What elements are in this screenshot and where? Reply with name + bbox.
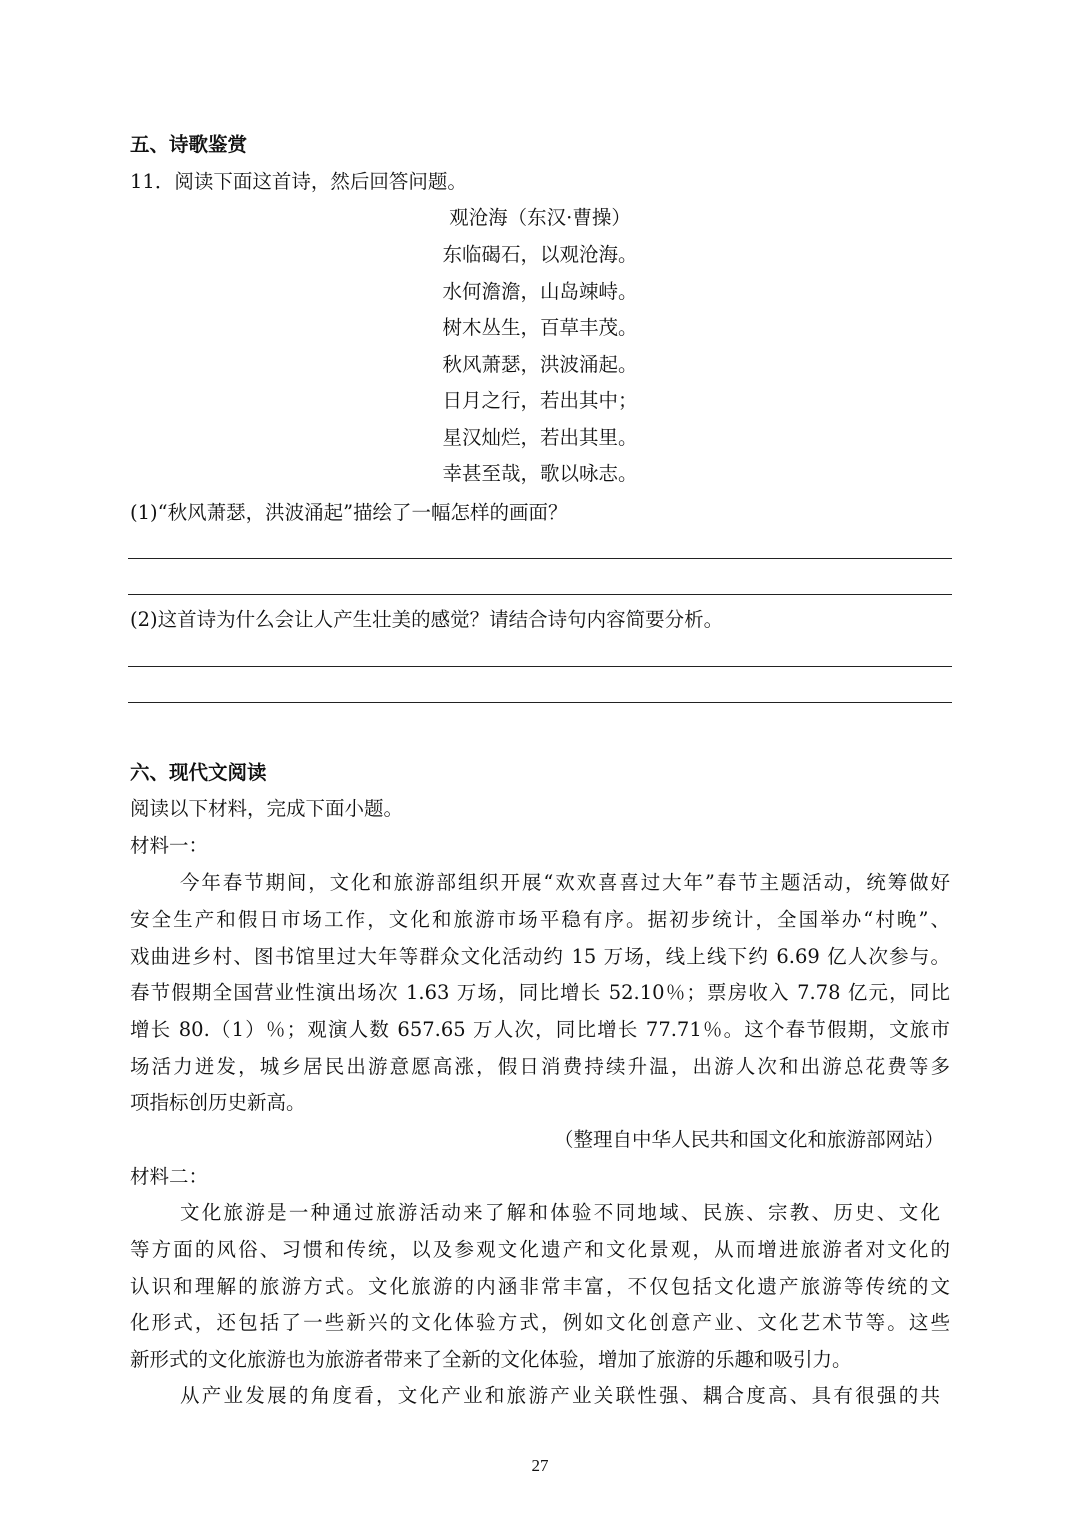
paragraph-line: 化形式，还包括了一些新兴的文化体验方式，例如文化创意产业、文化艺术节等。这些 bbox=[130, 1311, 950, 1334]
answer-line[interactable] bbox=[128, 558, 952, 559]
poem-line: 日月之行，若出其中； bbox=[442, 389, 638, 412]
poem-line: 水何澹澹，山岛竦峙。 bbox=[442, 280, 638, 303]
answer-line[interactable] bbox=[128, 702, 952, 703]
material-1-label: 材料一： bbox=[130, 834, 209, 857]
poem-line: 东临碣石，以观沧海。 bbox=[442, 243, 638, 266]
section-6-intro: 阅读以下材料，完成下面小题。 bbox=[130, 797, 404, 820]
poem-title: 观沧海（东汉·曹操） bbox=[449, 206, 631, 229]
sub-question-2: (2)这首诗为什么会让人产生壮美的感觉？请结合诗句内容简要分析。 bbox=[130, 608, 724, 631]
poem-line: 树木丛生，百草丰茂。 bbox=[442, 316, 638, 339]
material-1-source: （整理自中华人民共和国文化和旅游部网站） bbox=[553, 1128, 944, 1151]
poem-line: 秋风萧瑟，洪波涌起。 bbox=[442, 353, 638, 376]
paragraph-line: 增长 80.（1）％；观演人数 657.65 万人次，同比增长 77.71％。这个春节假期，文旅市 bbox=[130, 1018, 950, 1041]
answer-line[interactable] bbox=[128, 666, 952, 667]
poem-line: 星汉灿烂，若出其里。 bbox=[442, 426, 638, 449]
paragraph-line: 等方面的风俗、习惯和传统，以及参观文化遗产和文化景观，从而增进旅游者对文化的 bbox=[130, 1238, 950, 1261]
material-2-label: 材料二： bbox=[130, 1165, 209, 1188]
paragraph-line: 戏曲进乡村、图书馆里过大年等群众文化活动约 15 万场，线上线下约 6.69 亿人次参与。 bbox=[130, 945, 950, 968]
paragraph-line: 文化旅游是一种通过旅游活动来了解和体验不同地域、民族、宗教、历史、文化 bbox=[180, 1201, 940, 1224]
answer-line[interactable] bbox=[128, 594, 952, 595]
paragraph-line: 从产业发展的角度看，文化产业和旅游产业关联性强、耦合度高、具有很强的共 bbox=[180, 1384, 940, 1407]
paragraph-line: 新形式的文化旅游也为旅游者带来了全新的文化体验，增加了旅游的乐趣和吸引力。 bbox=[130, 1348, 852, 1371]
section-6-title: 六、现代文阅读 bbox=[130, 761, 267, 784]
paragraph-line: 认识和理解的旅游方式。文化旅游的内涵非常丰富，不仅包括文化遗产旅游等传统的文 bbox=[130, 1275, 950, 1298]
page-number: 27 bbox=[531, 1456, 549, 1475]
section-5-title: 五、诗歌鉴赏 bbox=[130, 133, 248, 156]
paragraph-line: 场活力迸发，城乡居民出游意愿高涨，假日消费持续升温，出游人次和出游总花费等多 bbox=[130, 1055, 950, 1078]
paragraph-line: 安全生产和假日市场工作，文化和旅游市场平稳有序。据初步统计，全国举办“村晚”、 bbox=[130, 908, 950, 931]
paragraph-line: 今年春节期间，文化和旅游部组织开展“欢欢喜喜过大年”春节主题活动，统筹做好 bbox=[180, 871, 950, 894]
paragraph-line: 春节假期全国营业性演出场次 1.63 万场，同比增长 52.10％；票房收入 7.78 亿元，同比 bbox=[130, 981, 950, 1004]
poem-line: 幸甚至哉，歌以咏志。 bbox=[442, 462, 638, 485]
question-11: 11．阅读下面这首诗，然后回答问题。 bbox=[130, 170, 467, 193]
sub-question-1: (1)“秋风萧瑟，洪波涌起”描绘了一幅怎样的画面？ bbox=[130, 501, 568, 524]
paragraph-line: 项指标创历史新高。 bbox=[130, 1091, 306, 1114]
